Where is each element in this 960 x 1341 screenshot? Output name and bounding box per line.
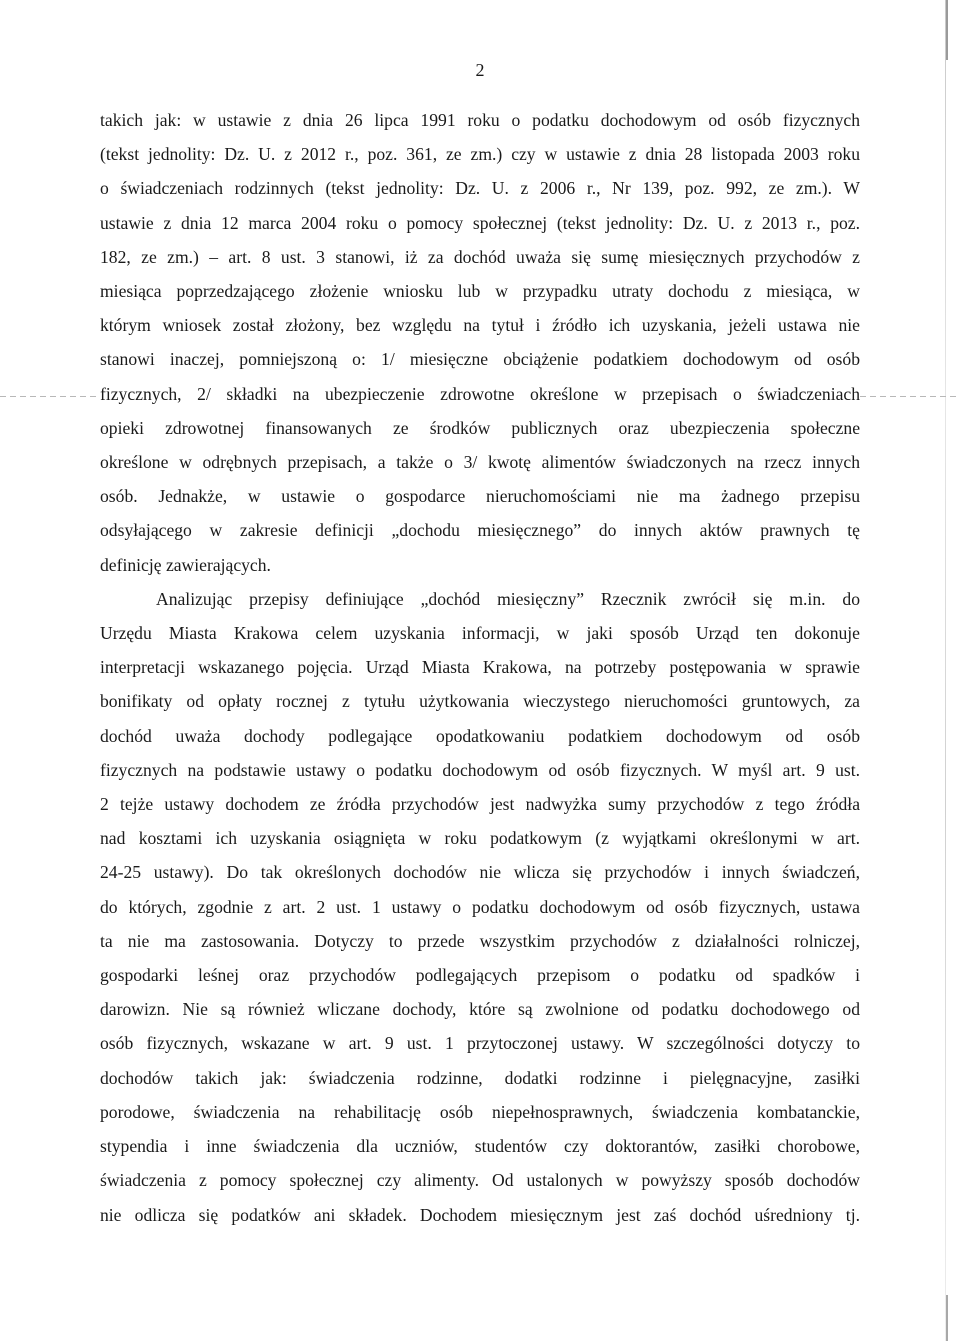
scan-mark-top	[946, 0, 948, 60]
text-line: Urzędu Miasta Krakowa celem uzyskania informacji, w jaki sposób Urząd ten dokonuje	[100, 623, 860, 644]
text-line: fizycznych, 2/ składki na ubezpieczenie zdrowotne określone w przepisach o świadczeniach	[100, 383, 860, 404]
text-line: którym wniosek został złożony, bez względu na tytuł i źródło ich uzyskania, jeżeli ustawa nie	[100, 315, 860, 336]
text-line: osób fizycznych, wskazane w art. 9 ust. 1 przytoczonej ustawy. W szczególności dotyczy to	[100, 1033, 860, 1054]
scan-edge-line	[945, 0, 946, 1341]
page-number: 2	[475, 60, 485, 80]
text-line: porodowe, świadczenia na rehabilitację osób niepełnosprawnych, świadczenia kombatanckie,	[100, 1101, 860, 1122]
paragraph-1	[100, 103, 860, 582]
text-line: osób. Jednakże, w ustawie o gospodarce nieruchomościami nie ma żadnego przepisu	[100, 486, 860, 507]
text-line: do których, zgodnie z art. 2 ust. 1 ustawy o podatku dochodowym od osób fizycznych, ustawa	[100, 896, 860, 917]
text-line: darowizn. Nie są również wliczane dochody, które są zwolnione od podatku dochodowego od	[100, 999, 860, 1020]
text-line: ta nie ma zastosowania. Dotyczy to przede wszystkim przychodów z działalności rolniczej,	[100, 930, 860, 951]
text-line: bonifikaty od opłaty rocznej z tytułu użytkowania wieczystego nieruchomości gruntowych, za	[100, 691, 860, 712]
paragraph-2	[100, 582, 860, 1232]
text-line: interpretacji wskazanego pojęcia. Urząd Miasta Krakowa, na potrzeby postępowania w sprawie	[100, 657, 860, 678]
text-line: opieki zdrowotnej finansowanych ze środków publicznych oraz ubezpieczenia społeczne	[100, 417, 860, 438]
text-line: stanowi inaczej, pomniejszoną o: 1/ miesięczne obciążenie podatkiem dochodowym od osób	[100, 349, 860, 370]
text-line: określone w odrębnych przepisach, a także o 3/ kwotę alimentów świadczonych na rzecz innych	[100, 452, 860, 473]
text-line: Analizując przepisy definiujące „dochód miesięczny” Rzecznik zwrócił się m.in. do	[156, 588, 860, 609]
text-line: stypendia i inne świadczenia dla uczniów, studentów czy doktorantów, zasiłki chorobowe,	[100, 1136, 860, 1157]
text-line: odsyłającego w zakresie definicji „dochodu miesięcznego” do innych aktów prawnych tę	[100, 520, 860, 541]
fold-line-left	[0, 396, 100, 397]
document-body	[100, 103, 860, 1232]
text-line: gospodarki leśnej oraz przychodów podlegających przepisom o podatku od spadków i	[100, 965, 860, 986]
scan-mark-bottom	[946, 1295, 948, 1341]
text-line: dochód uważa dochody podlegające opodatkowaniu podatkiem dochodowym od osób	[100, 725, 860, 746]
text-line: definicję zawierających.	[100, 554, 271, 575]
text-line: ustawie z dnia 12 marca 2004 roku o pomocy społecznej (tekst jednolity: Dz. U. z 2013 r., poz.	[100, 212, 860, 233]
text-line: nad kosztami ich uzyskania osiągnięta w roku podatkowym (z wyjątkami określonymi w art.	[100, 828, 860, 849]
text-line: 182, ze zm.) – art. 8 ust. 3 stanowi, iż za dochód uważa się sumę miesięcznych przychodów z	[100, 246, 860, 267]
text-line: o świadczeniach rodzinnych (tekst jednolity: Dz. U. z 2006 r., Nr 139, poz. 992, ze zm.). W	[100, 178, 860, 199]
fold-line-right	[860, 396, 960, 397]
text-line: (tekst jednolity: Dz. U. z 2012 r., poz. 361, ze zm.) czy w ustawie z dnia 28 listopada 2003 roku	[100, 144, 860, 165]
text-line: miesiąca poprzedzającego złożenie wniosku lub w przypadku utraty dochodu z miesiąca, w	[100, 281, 860, 302]
text-line: 24-25 ustawy). Do tak określonych dochodów nie wlicza się przychodów i innych świadczeń,	[100, 862, 860, 883]
text-line: fizycznych na podstawie ustawy o podatku dochodowym od osób fizycznych. W myśl art. 9 ust.	[100, 759, 860, 780]
text-line: 2 tejże ustawy dochodem ze źródła przychodów jest nadwyżka sumy przychodów z tego źródła	[100, 794, 860, 815]
text-line: nie odlicza się podatków ani składek. Dochodem miesięcznym jest zaś dochód uśredniony tj.	[100, 1204, 860, 1225]
text-line: świadczenia z pomocy społecznej czy alimenty. Od ustalonych w powyższy sposób dochodów	[100, 1170, 860, 1191]
text-line: dochodów takich jak: świadczenia rodzinne, dodatki rodzinne i pielęgnacyjne, zasiłki	[100, 1067, 860, 1088]
text-line: takich jak: w ustawie z dnia 26 lipca 1991 roku o podatku dochodowym od osób fizycznych	[100, 110, 860, 130]
